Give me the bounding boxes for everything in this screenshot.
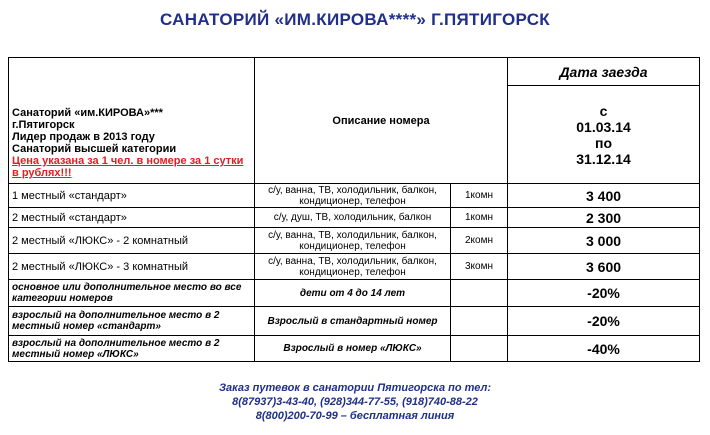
booking-footer [0, 381, 710, 423]
room-price: 3 600 [508, 254, 700, 280]
table-row [9, 254, 700, 280]
table-row [9, 184, 700, 208]
empty-cell [451, 307, 508, 336]
header-row-top [9, 58, 700, 86]
date-to: 31.12.14 [576, 150, 631, 167]
room-price: 2 300 [508, 208, 700, 228]
extra-place-name: основное или дополнительное место во все категории номеров [9, 280, 255, 307]
extra-place-description: Взрослый в номер «ЛЮКС» [255, 336, 451, 362]
room-count: 3комн [451, 254, 508, 280]
room-description: с/у, ванна, ТВ, холодильник, балкон, кондиционер, телефон [255, 228, 451, 254]
table-row [9, 336, 700, 362]
empty-cell [451, 336, 508, 362]
price-note: Цена указана за 1 чел. в номере за 1 сутки в рублях!!! [12, 155, 244, 179]
table-row [9, 307, 700, 336]
extra-place-description: Взрослый в стандартный номер [255, 307, 451, 336]
price-table [8, 57, 700, 362]
sanatorium-name: Санаторий «им.КИРОВА»*** [12, 107, 163, 119]
extra-place-name: взрослый на дополнительное место в 2 местный номер «ЛЮКС» [9, 336, 255, 362]
room-name: 2 местный «ЛЮКС» - 3 комнатный [9, 254, 255, 280]
room-price: 3 000 [508, 228, 700, 254]
room-name: 2 местный «ЛЮКС» - 2 комнатный [9, 228, 255, 254]
arrival-date-header: Дата заезда [508, 58, 700, 86]
extra-place-discount: -20% [508, 280, 700, 307]
empty-cell [451, 280, 508, 307]
intro-cell [9, 58, 255, 184]
extra-place-description: дети от 4 до 14 лет [255, 280, 451, 307]
date-to-label: по [595, 134, 613, 151]
date-from: 01.03.14 [576, 118, 631, 135]
description-header: Описание номера [255, 58, 508, 184]
table-row [9, 280, 700, 307]
page-title: САНАТОРИЙ «ИМ.КИРОВА****» Г.ПЯТИГОРСК [160, 10, 550, 29]
table-row [9, 228, 700, 254]
room-description: с/у, душ, ТВ, холодильник, балкон [255, 208, 451, 228]
date-from-label: с [599, 102, 608, 119]
table-row [9, 208, 700, 228]
room-count: 2комн [451, 228, 508, 254]
category-text: Санаторий высшей категории [12, 143, 177, 155]
room-name: 2 местный «стандарт» [9, 208, 255, 228]
room-count: 1комн [451, 208, 508, 228]
free-line: 8(800)200-70-99 – бесплатная линия [255, 410, 455, 422]
extra-place-discount: -40% [508, 336, 700, 362]
room-price: 3 400 [508, 184, 700, 208]
extra-place-name: взрослый на дополнительное место в 2 местный номер «стандарт» [9, 307, 255, 336]
city: г.Пятигорск [12, 119, 75, 131]
extra-place-discount: -20% [508, 307, 700, 336]
room-description: с/у, ванна, ТВ, холодильник, балкон, кондиционер, телефон [255, 254, 451, 280]
phone-numbers: 8(87937)3-43-40, (928)344-77-55, (918)740-88-22 [232, 396, 478, 408]
room-count: 1комн [451, 184, 508, 208]
room-name: 1 местный «стандарт» [9, 184, 255, 208]
sales-leader-text: Лидер продаж в 2013 году [12, 131, 155, 143]
room-description: с/у, ванна, ТВ, холодильник, балкон, кондиционер, телефон [255, 184, 451, 208]
booking-title: Заказ путевок в санатории Пятигорска по тел: [218, 382, 492, 394]
date-range [508, 86, 700, 184]
